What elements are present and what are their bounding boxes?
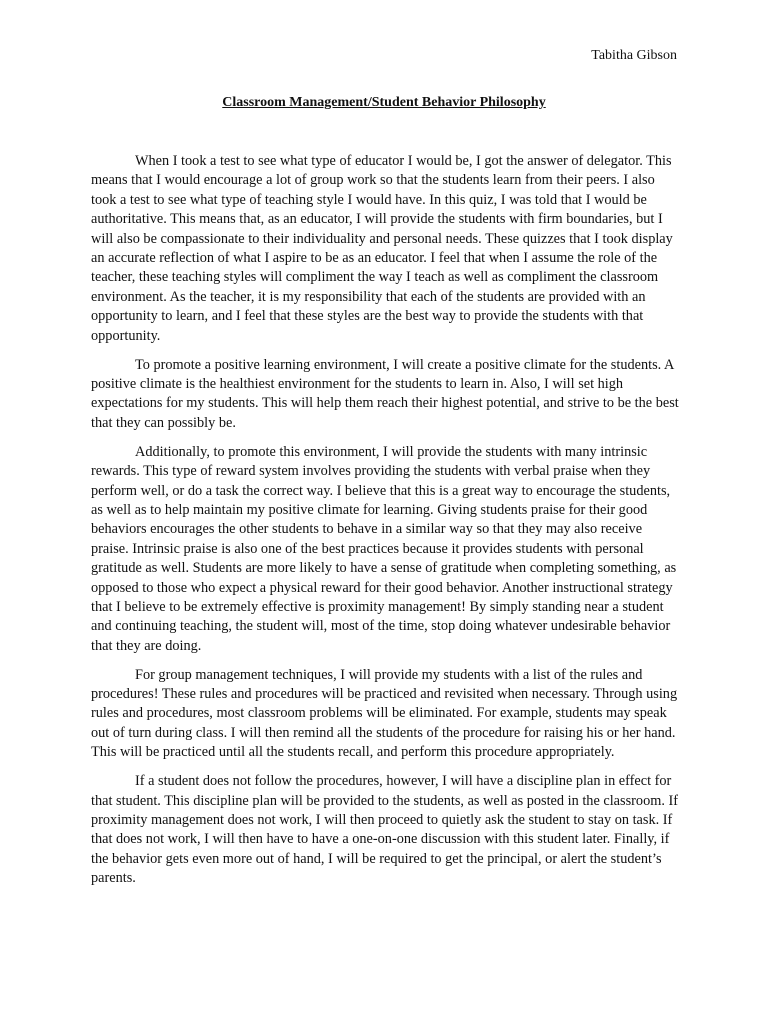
paragraph-2: To promote a positive learning environment, I will create a positive climate for the students. A positive climate is the healthiest environment for the students to learn in. Also, I will set high expectations for my students. This will help them reach their highest potential, and strive to be the best that they can possibly be. bbox=[91, 356, 679, 431]
paragraph-3: Additionally, to promote this environment, I will provide the students with many intrinsic rewards. This type of reward system involves providing the students with verbal praise when they perform well, or do a task the correct way. I believe that this is a great way to encourage the students, as well as to help maintain my positive climate for learning. Giving students praise for their good behaviors encourages the other students to behave in a similar way so that they may also receive praise. Intrinsic praise is also one of the best practices because it provides students with personal gratitude as well. Students are more likely to have a sense of gratitude when completing something, as opposed to those who expect a physical reward for their good behavior. Another instructional strategy that I believe to be extremely effective is proximity management! By simply standing near a student and continuing teaching, the student will, most of the time, stop doing whatever undesirable behavior that they are doing. bbox=[91, 443, 677, 654]
paragraph-1: When I took a test to see what type of educator I would be, I got the answer of delegator. This means that I would encourage a lot of group work so that the students learn from their peers. I also took a test to see what type of teaching style I would have. In this quiz, I was told that I would be authoritative. This means that, as an educator, I will provide the students with firm boundaries, but I will also be compassionate to their individuality and personal needs. These quizzes that I took display an accurate reflection of what I aspire to be as an educator. I feel that when I assume the role of the teacher, these teaching styles will compliment the way I teach as well as compliment the classroom environment. As the teacher, it is my responsibility that each of the students are provided with an opportunity to learn, and I feel that these styles are the best way to provide the students with that opportunity. bbox=[91, 153, 673, 344]
document-title: Classroom Management/Student Behavior Philosophy bbox=[222, 95, 546, 110]
paragraph-5: If a student does not follow the procedures, however, I will have a discipline plan in effect for that student. This discipline plan will be provided to the students, as well as posted in the classroom. If proximity management does not work, I will then proceed to quietly ask the student to stay on task. If that does not work, I will then have to have a one-on-one discussion with this student later. Finally, if the behavior gets even more out of hand, I will be required to get the principal, or alert the student’s parents. bbox=[91, 773, 679, 887]
author-name: Tabitha Gibson bbox=[591, 48, 677, 63]
paragraph-4: For group management techniques, I will provide my students with a list of the rules and procedures! These rules and procedures will be practiced and revisited when necessary. Through using rules and procedures, most classroom problems will be eliminated. For example, students may speak out of turn during class. I will then remind all the students of the procedure for raising his or her hand. This will be practiced until all the students recall, and perform this procedure appropriately. bbox=[91, 666, 678, 761]
document-body bbox=[91, 152, 679, 898]
